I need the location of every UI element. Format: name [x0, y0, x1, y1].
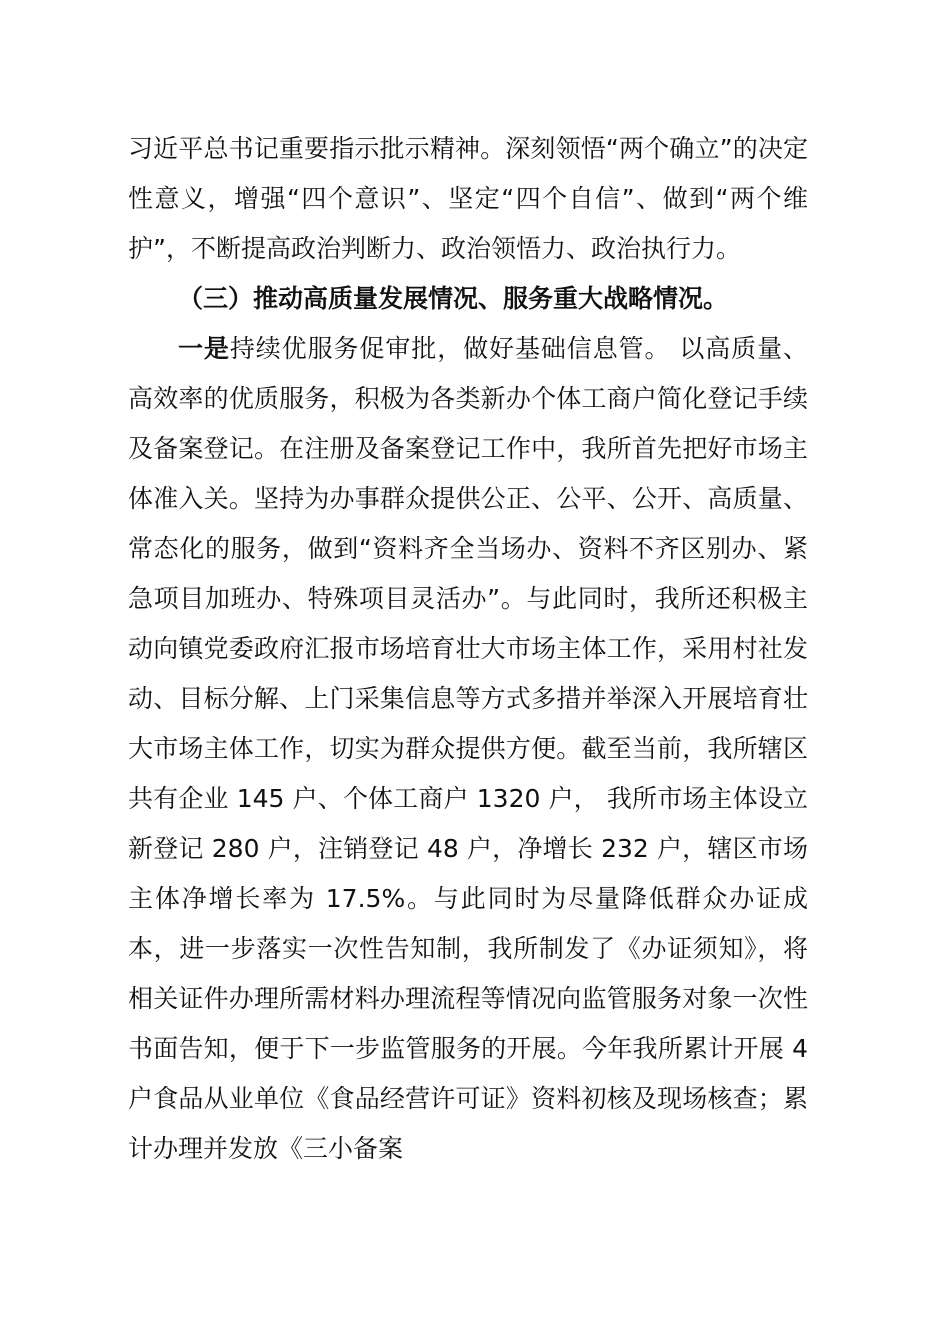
section-heading: （三）推动高质量发展情况、服务重大战略情况。 [178, 284, 729, 313]
document-body [128, 124, 808, 1174]
paragraph-lead-text: 一是 [178, 334, 230, 363]
paragraph-body-text: 持续优服务促审批，做好基础信息管。 以高质量、高效率的优质服务，积极为各类新办个体工商户简化登记手续及备案登记。在注册及备案登记工作中，我所首先把好市场主体准入关。坚持为办事群众提供公正、公平、公开、高质量、常态化的服务，做到“资料齐全当场办、资料不齐区别办、紧急项目加班办、特殊项目灵活办”。与此同时，我所还积极主动向镇党委政府汇报市场培育壮大市场主体工作，采用村社发动、目标分解、上门采集信息等方式多措并举深入开展培育壮大市场主体工作，切实为群众提供方便。截至当前，我所辖区共有企业 145 户、个体工商户 1320 户， 我所市场主体设立新登记 280 户，注销登记 48 户，净增长 232 户，辖区市场主体净增长率为 17.5%。与此同时为尽量降低群众办证成本，进一步落实一次性告知制，我所制发了《办证须知》，将相关证件办理所需材料办理流程等情况向监管服务对象一次性书面告知，便于下一步监管服务的开展。今年我所累计开展 4 户食品从业单位《食品经营许可证》资料初核及现场核查；累计办理并发放《三小备案 [128, 334, 808, 1163]
paragraph-first-point [128, 324, 808, 1174]
paragraph-continued: 习近平总书记重要指示批示精神。深刻领悟“两个确立”的决定性意义，增强“四个意识”、坚定“四个自信”、做到“两个维护”，不断提高政治判断力、政治领悟力、政治执行力。 [128, 134, 808, 263]
